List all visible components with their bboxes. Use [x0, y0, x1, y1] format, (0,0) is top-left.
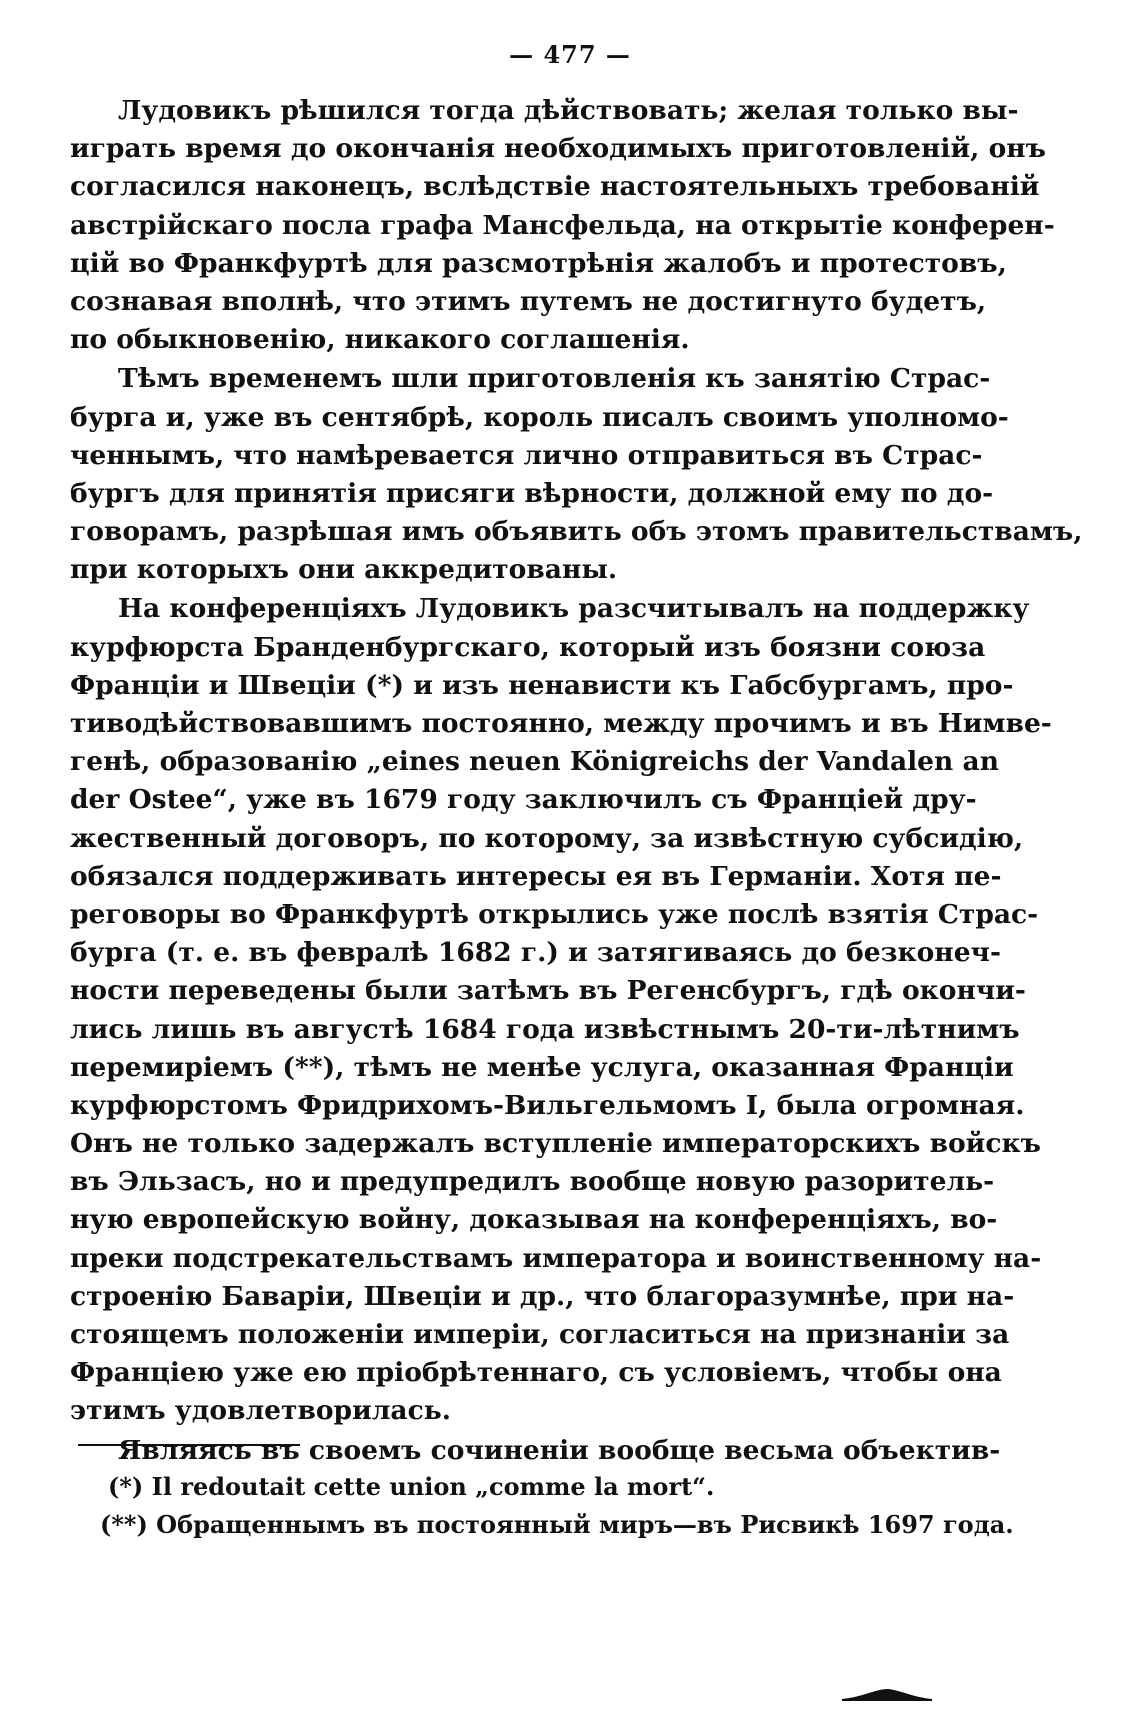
text-line: Тѣмъ временемъ шли приготовленія къ занятію Страс-: [118, 363, 991, 395]
footnotes: [100, 1468, 1014, 1544]
text-line: при которыхъ они аккредитованы.: [70, 554, 618, 586]
text-line: говорамъ, разрѣшая имъ объявить объ этомъ правительствамъ,: [70, 516, 1083, 548]
text-line: бурга (т. е. въ февралѣ 1682 г.) и затягиваясь до безконеч-: [70, 937, 1001, 969]
text-line: этимъ удовлетворилась.: [70, 1395, 451, 1427]
text-line: курфюрста Бранденбургскаго, который изъ боязни союза: [70, 631, 986, 663]
text-line: въ Эльзасъ, но и предупредилъ вообще новую разоритель-: [70, 1166, 995, 1198]
text-line: ченнымъ, что намѣревается лично отправиться въ Страс-: [70, 439, 983, 471]
text-line: цій во Франкфуртѣ для разсмотрѣнія жалобъ и протестовъ,: [70, 247, 1007, 279]
text-line: ности переведены были затѣмъ въ Регенсбургъ, гдѣ окончи-: [70, 975, 1026, 1007]
text-line: Франціи и Швеціи (*) и изъ ненависти къ Габсбургамъ, про-: [70, 669, 1014, 701]
text-line: Франціею уже ею пріобрѣтеннаго, съ условіемъ, чтобы она: [70, 1357, 1002, 1389]
text-line: по обыкновенію, никакого соглашенія.: [70, 324, 690, 356]
text-line: тиводѣйствовавшимъ постоянно, между прочимъ и въ Нимве-: [70, 708, 1052, 739]
text-line: стоящемъ положеніи имперіи, согласиться на признаніи за: [70, 1319, 1010, 1350]
text-line: лись лишь въ августѣ 1684 года извѣстнымъ 20-ти-лѣтнимъ: [70, 1013, 1020, 1045]
footnote: (*) Il redoutait cette union „comme la mort“.: [108, 1472, 715, 1501]
text-line: бурга и, уже въ сентябрѣ, король писалъ своимъ уполномо-: [70, 401, 1009, 433]
text-line: жественный договоръ, по которому, за извѣстную субсидію,: [70, 822, 1024, 854]
text-line: реговоры во Франкфуртѣ открылись уже послѣ взятія Страс-: [70, 898, 1039, 930]
text-line: преки подстрекательствамъ императора и воинственному на-: [70, 1242, 1042, 1274]
paragraph: [70, 590, 1052, 1430]
text-line: der Ostee“, уже въ 1679 году заключилъ съ Франціей дру-: [70, 784, 977, 816]
text-line: генѣ, образованію „eines neuen Königreichs der Vandalen an: [70, 746, 999, 778]
text-line: сознавая вполнѣ, что этимъ путемъ не достигнуто будетъ,: [70, 285, 987, 317]
text-line: играть время до окончанія необходимыхъ приготовленій, онъ: [70, 133, 1046, 165]
text-line: строенію Баваріи, Швеціи и др., что благоразумнѣе, при на-: [70, 1280, 1015, 1312]
text-line: обязался поддерживать интересы ея въ Германіи. Хотя пе-: [70, 860, 1002, 892]
paragraph: [70, 1432, 1001, 1470]
text-line: На конференціяхъ Лудовикъ разсчитывалъ на поддержку: [118, 593, 1030, 625]
text-line: австрійскаго посла графа Мансфельда, на открытіе конферен-: [70, 209, 1055, 241]
text-line: согласился наконецъ, вслѣдствіе настоятельныхъ требованій: [70, 171, 1040, 203]
paragraph: [70, 92, 1055, 359]
body-text: [70, 92, 1083, 1471]
footnote: (**) Обращеннымъ въ постоянный миръ—въ Рисвикѣ 1697 года.: [100, 1510, 1014, 1539]
text-line: курфюрстомъ Фридрихомъ-Вильгельмомъ I, была огромная.: [70, 1089, 1025, 1121]
page-number: — 477 —: [509, 40, 631, 69]
text-line: Онъ не только задержалъ вступленіе императорскихъ войскъ: [70, 1128, 1041, 1160]
text-line: Являясь въ своемъ сочиненіи вообще весьма объектив-: [118, 1434, 1001, 1466]
footnote-separator: [78, 1444, 300, 1446]
text-line: ную европейскую войну, доказывая на конференціяхъ, во-: [70, 1204, 998, 1236]
text-line: бургъ для принятія присяги вѣрности, должной ему по до-: [70, 477, 994, 509]
paragraph: [70, 360, 1083, 589]
text-line: Лудовикъ рѣшился тогда дѣйствовать; желая только вы-: [118, 95, 1019, 126]
text-line: перемиріемъ (**), тѣмъ не менѣе услуга, оказанная Франціи: [70, 1051, 1014, 1083]
tailpiece-ornament: [842, 1688, 932, 1702]
